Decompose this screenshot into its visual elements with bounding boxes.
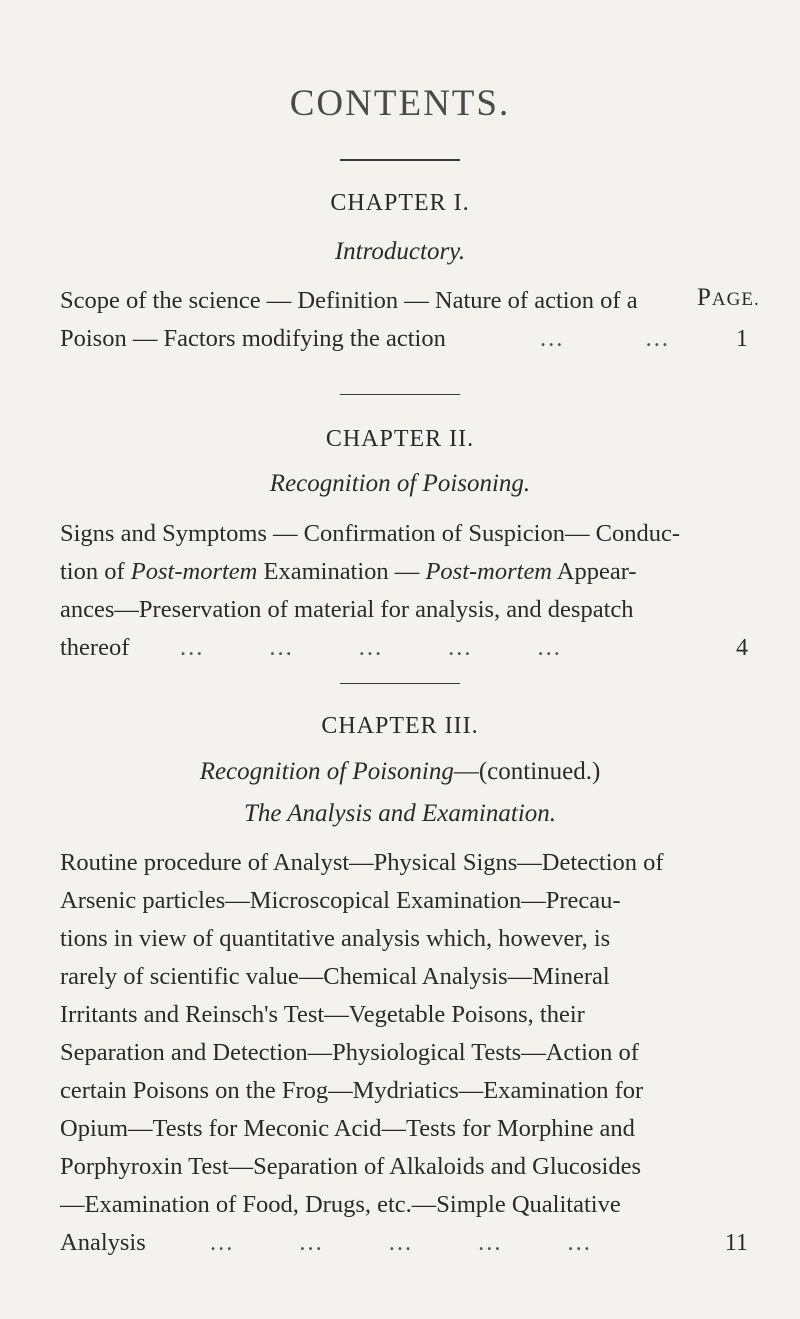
page-number: 1 <box>736 326 748 352</box>
chapter-1-heading: CHAPTER I. <box>330 190 470 216</box>
entry-line: Porphyroxin Test—Separation of Alkaloids and Glucosides <box>60 1153 642 1180</box>
entry-line: Opium—Tests for Meconic Acid—Tests for Morphine and <box>60 1115 635 1142</box>
entry-line: Poison — Factors modifying the action <box>60 325 446 352</box>
entry-line-last <box>60 1224 748 1262</box>
chapter-1-entry <box>60 282 748 358</box>
chapter-3-subtitle-2: The Analysis and Examination. <box>243 800 557 827</box>
entry-line: Signs and Symptoms — Confirmation of Suspicion— Conduc- <box>60 520 680 547</box>
contents-title: CONTENTS. <box>289 83 511 124</box>
entry-line: Separation and Detection—Physiological Tests—Action of <box>60 1039 639 1066</box>
chapter-3-subtitle-cont: —(continued.) <box>453 758 601 785</box>
dot-leaders: ... ... ... ... ... <box>210 1229 592 1256</box>
entry-line: Routine procedure of Analyst—Physical Signs—Detection of <box>60 849 664 876</box>
entry-line: Analysis <box>60 1229 146 1256</box>
entry-line-last <box>60 320 748 358</box>
entry-line: rarely of scientific value—Chemical Analysis—Mineral <box>60 963 610 990</box>
chapter-1-subtitle: Introductory. <box>334 238 466 265</box>
entry-line: Scope of the science — Definition — Nature of action of a <box>60 287 638 314</box>
chapter-2-heading: CHAPTER II. <box>325 426 475 452</box>
entry-line: —Examination of Food, Drugs, etc.—Simple Qualitative <box>60 1191 621 1218</box>
chapter-3-subtitle <box>0 758 800 786</box>
entry-line: tions in view of quantitative analysis which, however, is <box>60 925 611 952</box>
dot-leaders: ... ... ... ... ... <box>180 634 562 661</box>
chapter-1-rule <box>340 394 460 395</box>
entry-line: certain Poisons on the Frog—Mydriatics—Examination for <box>60 1077 644 1104</box>
entry-line: ances—Preservation of material for analysis, and despatch <box>60 596 634 623</box>
page-number: 4 <box>736 635 748 661</box>
chapter-3-subtitle-italic: Recognition of Poisoning <box>199 758 454 785</box>
entry-line-last <box>60 629 748 667</box>
entry-line: tion of Post-mortem Examination — Post-mortem Appear- <box>60 558 637 585</box>
page-number: 11 <box>724 1230 748 1256</box>
entry-line: Arsenic particles—Microscopical Examination—Precau- <box>60 887 621 914</box>
dot-leaders: ... ... <box>540 325 670 352</box>
page-label-rest: AGE. <box>711 289 760 310</box>
entry-line: thereof <box>60 634 130 661</box>
chapter-2-rule <box>340 683 460 684</box>
chapter-3-heading: CHAPTER III. <box>321 713 479 739</box>
chapter-2-subtitle: Recognition of Poisoning. <box>269 470 531 497</box>
entry-line: Irritants and Reinsch's Test—Vegetable Poisons, their <box>60 1001 585 1028</box>
chapter-3-entry <box>60 844 748 1262</box>
page-label-initial: P <box>697 284 712 311</box>
chapter-2-entry <box>60 515 748 667</box>
title-rule <box>340 159 460 161</box>
